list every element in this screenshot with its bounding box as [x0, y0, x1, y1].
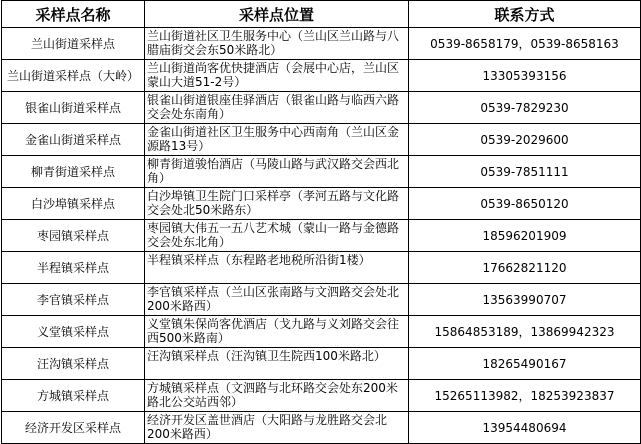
- site-name: 义堂镇采样点: [2, 316, 145, 348]
- site-address: 汪沟镇采样点（汪沟镇卫生院西100米路北）: [145, 348, 409, 380]
- site-phone: 0539-7829230: [409, 92, 641, 124]
- site-address: 李官镇采样点（兰山区张南路与文泗路交会处北200米路西）: [145, 284, 409, 316]
- site-phone: 18596201909: [409, 220, 641, 252]
- table-row: [2, 316, 641, 348]
- table-row: [2, 252, 641, 284]
- site-address: 义堂镇朱保尚客优酒店（戈九路与义刘路交会往西500米路南）: [145, 316, 409, 348]
- header-contact: 联系方式: [409, 1, 641, 28]
- site-name: 经济开发区采样点: [2, 412, 145, 444]
- sampling-sites-table: [1, 0, 641, 444]
- site-name: 柳青街道采样点: [2, 156, 145, 188]
- table-row: [2, 284, 641, 316]
- site-phone: 0539-8650120: [409, 188, 641, 220]
- header-site-location: 采样点位置: [145, 1, 409, 28]
- site-name: 兰山街道采样点（大岭）: [2, 60, 145, 92]
- site-name: 金雀山街道采样点: [2, 124, 145, 156]
- site-name: 李官镇采样点: [2, 284, 145, 316]
- site-name: 兰山街道采样点: [2, 28, 145, 60]
- site-address: 金雀山街道社区卫生服务中心西南角（兰山区金源路13号）: [145, 124, 409, 156]
- table-row: [2, 92, 641, 124]
- site-address: 半程镇采样点（东程路老地税所沿街1楼）: [145, 252, 409, 284]
- table-header-row: [2, 1, 641, 28]
- table-row: [2, 380, 641, 412]
- site-address: 柳青街道骏怡酒店（马陵山路与武汉路交会西北角）: [145, 156, 409, 188]
- table-row: [2, 28, 641, 60]
- table-row: [2, 188, 641, 220]
- site-phone: 15864853189，13869942323: [409, 316, 641, 348]
- site-address: 白沙埠镇卫生院门口采样亭（孝河五路与文化路交会处北50米路东）: [145, 188, 409, 220]
- site-address: 兰山街道社区卫生服务中心（兰山区兰山路与八腊庙街交会东50米路北）: [145, 28, 409, 60]
- site-phone: 13563990707: [409, 284, 641, 316]
- site-phone: 13305393156: [409, 60, 641, 92]
- site-name: 白沙埠镇采样点: [2, 188, 145, 220]
- site-address: 银雀山街道银座佳驿酒店（银雀山路与临西六路交会处东南角）: [145, 92, 409, 124]
- table-row: [2, 156, 641, 188]
- site-phone: 13954480694: [409, 412, 641, 444]
- site-address: 枣园镇大伟五一五八艺术城（蒙山一路与金德路交会处东北角）: [145, 220, 409, 252]
- site-name: 汪沟镇采样点: [2, 348, 145, 380]
- site-name: 方城镇采样点: [2, 380, 145, 412]
- site-address: 经济开发区盖世酒店（大阳路与龙胜路交会北200米路西）: [145, 412, 409, 444]
- site-phone: 0539-8658179，0539-8658163: [409, 28, 641, 60]
- site-phone: 0539-7851111: [409, 156, 641, 188]
- site-name: 半程镇采样点: [2, 252, 145, 284]
- site-phone: 0539-2029600: [409, 124, 641, 156]
- site-name: 银雀山街道采样点: [2, 92, 145, 124]
- table-row: [2, 348, 641, 380]
- site-name: 枣园镇采样点: [2, 220, 145, 252]
- site-phone: 18265490167: [409, 348, 641, 380]
- table-row: [2, 412, 641, 444]
- site-phone: 17662821120: [409, 252, 641, 284]
- table-row: [2, 220, 641, 252]
- table-row: [2, 124, 641, 156]
- site-address: 兰山街道尚客优快捷酒店（会展中心店，兰山区蒙山大道51-2号）: [145, 60, 409, 92]
- site-address: 方城镇采样点（文泗路与北环路交会处东200米路北公交站西邻）: [145, 380, 409, 412]
- table-row: [2, 60, 641, 92]
- site-phone: 15265113982，18253923837: [409, 380, 641, 412]
- header-site-name: 采样点名称: [2, 1, 145, 28]
